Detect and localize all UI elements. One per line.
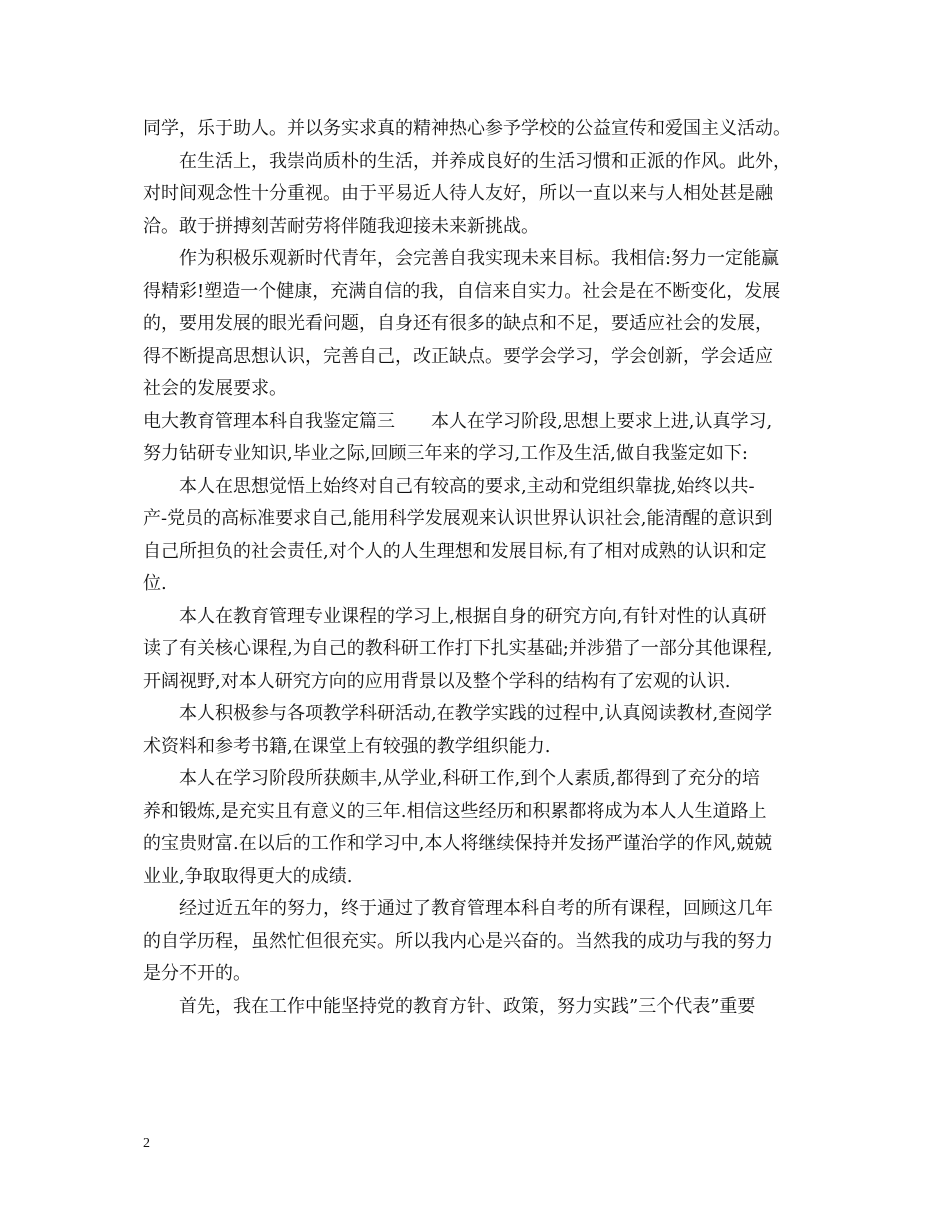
text-line: 同学，乐于助人。并以务实求真的精神热心参予学校的公益宣传和爱国主义活动。 bbox=[143, 118, 791, 139]
text-line: 位. bbox=[143, 573, 167, 594]
text-line: 经过近五年的努力，终于通过了教育管理本科自考的所有课程，回顾这几年 bbox=[179, 898, 773, 919]
document-body bbox=[143, 113, 833, 1023]
section-heading-line: 电大教育管理本科自我鉴定篇三 本人在学习阶段,思想上要求上进,认真学习, bbox=[143, 410, 773, 432]
page-number: 2 bbox=[143, 1136, 150, 1151]
text-line: 努力钻研专业知识,毕业之际,回顾三年来的学习,工作及生活,做自我鉴定如下: bbox=[143, 443, 748, 464]
text-line: 术资料和参考书籍,在课堂上有较强的教学组织能力. bbox=[143, 735, 551, 757]
text-line: 洽。敢于拼搏刻苦耐劳将伴随我迎接未来新挑战。 bbox=[143, 215, 539, 237]
text-line: 的，要用发展的眼光看问题，自身还有很多的缺点和不足，要适应社会的发展， bbox=[143, 313, 773, 334]
text-line: 社会的发展要求。 bbox=[143, 378, 287, 399]
text-line: 本人在教育管理专业课程的学习上,根据自身的研究方向,有针对性的认真研 bbox=[179, 605, 767, 627]
text-line: 对时间观念性十分重视。由于平易近人待人友好，所以一直以来与人相处甚是融 bbox=[143, 183, 773, 204]
text-line: 本人在思想觉悟上始终对自己有较高的要求,主动和党组织靠拢,始终以共- bbox=[179, 475, 755, 497]
text-line: 得精彩!塑造一个健康，充满自信的我，自信来自实力。社会是在不断变化，发展 bbox=[143, 280, 781, 302]
text-line: 作为积极乐观新时代青年，会完善自我实现未来目标。我相信:努力一定能赢 bbox=[179, 248, 780, 269]
text-line: 产-党员的高标准要求自己,能用科学发展观来认识世界认识社会,能清醒的意识到 bbox=[143, 508, 773, 529]
text-line: 养和锻炼,是充实且有意义的三年.相信这些经历和积累都将成为本人人生道路上 bbox=[143, 800, 767, 822]
text-line: 的自学历程，虽然忙但很充实。所以我内心是兴奋的。当然我的成功与我的努力 bbox=[143, 930, 773, 952]
text-line: 开阔视野,对本人研究方向的应用背景以及整个学科的结构有了宏观的认识. bbox=[143, 670, 731, 692]
text-line: 本人在学习阶段所获颇丰,从学业,科研工作,到个人素质,都得到了充分的培 bbox=[179, 768, 760, 789]
text-line: 业业,争取取得更大的成绩. bbox=[143, 865, 353, 887]
text-line: 自己所担负的社会责任,对个人的人生理想和发展目标,有了相对成熟的认识和定 bbox=[143, 540, 767, 562]
text-line: 在生活上，我崇尚质朴的生活，并养成良好的生活习惯和正派的作风。此外， bbox=[179, 150, 791, 172]
text-line: 的宝贵财富.在以后的工作和学习中,本人将继续保持并发扬严谨治学的作风,兢兢 bbox=[143, 833, 773, 854]
text-line: 是分不开的。 bbox=[143, 963, 251, 984]
text-line: 得不断提高思想认识，完善自己，改正缺点。要学会学习，学会创新，学会适应 bbox=[143, 345, 773, 367]
text-line: 读了有关核心课程,为自己的教科研工作打下扎实基础;并涉猎了一部分其他课程, bbox=[143, 638, 773, 659]
text-line: 本人积极参与各项教学科研活动,在教学实践的过程中,认真阅读教材,查阅学 bbox=[179, 703, 773, 724]
text-line: 首先，我在工作中能坚持党的教育方针、政策，努力实践”三个代表”重要 bbox=[179, 995, 756, 1017]
